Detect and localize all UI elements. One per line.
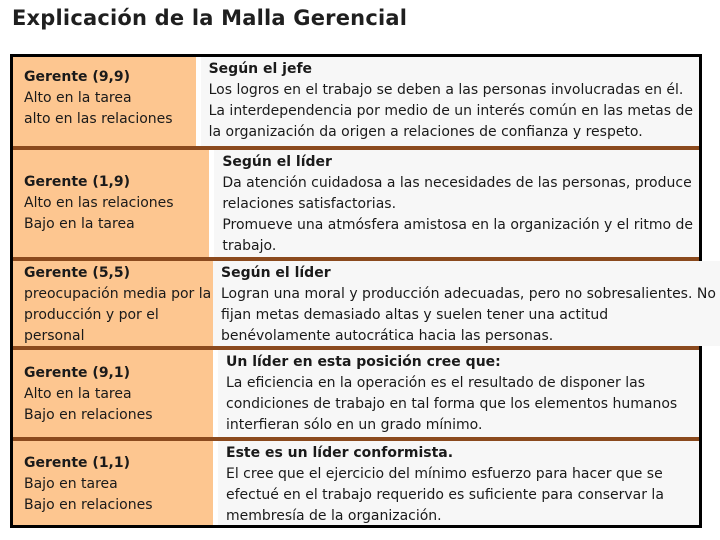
manager-line: producción y por el [24,307,159,323]
manager-heading: Gerente (1,9) [24,174,131,190]
table-row [13,441,699,525]
table-row [13,350,699,437]
description-line: benévolamente autocrática hacia las personas. [221,328,554,344]
page-title: Explicación de la Malla Gerencial [12,6,408,30]
manager-cell [13,57,196,146]
manager-line: Bajo en relaciones [24,407,153,423]
manager-line: Bajo en relaciones [24,497,153,513]
description-line: Promueve una atmósfera amistosa en la organización y el ritmo de [222,217,693,233]
description-heading: Este es un líder conformista. [226,445,454,461]
description-line: trabajo. [222,238,277,254]
description-line: La interdependencia por medio de un interés común en las metas de [208,103,693,119]
manager-heading: Gerente (9,9) [24,69,131,85]
description-line: La eficiencia en la operación es el resultado de disponer las [226,375,646,391]
manager-cell [13,350,213,437]
manager-line: preocupación media por la [24,286,212,302]
manager-line: Alto en la tarea [24,90,132,106]
description-heading: Según el líder [221,265,331,281]
manager-cell [13,261,213,346]
manager-line: alto en las relaciones [24,111,173,127]
description-heading: Según el líder [222,154,332,170]
description-line: membresía de la organización. [226,508,442,524]
manager-cell [13,150,209,257]
description-line: relaciones satisfactorias. [222,196,397,212]
description-line: Logran una moral y producción adecuadas, pero no sobresalientes. No [221,286,716,302]
description-cell [214,150,699,257]
manager-heading: Gerente (1,1) [24,455,131,471]
manager-cell [13,441,213,525]
manager-line: Alto en la tarea [24,386,132,402]
description-line: Los logros en el trabajo se deben a las personas involucradas en él. [208,82,684,98]
manager-line: personal [24,328,85,344]
manager-heading: Gerente (9,1) [24,365,131,381]
table-row [13,150,699,257]
description-cell [218,350,699,437]
description-cell [201,57,699,146]
description-line: efectué en el trabajo requerido es suficiente para conservar la [226,487,664,503]
manager-line: Alto en las relaciones [24,195,174,211]
description-line: Da atención cuidadosa a las necesidades de las personas, produce [222,175,692,191]
description-line: El cree que el ejercicio del mínimo esfuerzo para hacer que se [226,466,663,482]
description-cell [213,261,720,346]
description-heading: Según el jefe [208,61,313,77]
malla-table [10,54,716,528]
table-row [13,57,699,146]
description-line: condiciones de trabajo en tal forma que los elementos humanos [226,396,678,412]
manager-line: Bajo en tarea [24,476,118,492]
manager-heading: Gerente (5,5) [24,265,131,281]
description-line: fijan metas demasiado altas y suelen tener una actitud [221,307,609,323]
table-row [13,261,716,346]
description-heading: Un líder en esta posición cree que: [226,354,501,370]
description-line: interfieran sólo en un grado mínimo. [226,417,483,433]
description-line: la organización da origen a relaciones de confianza y respeto. [208,124,643,140]
description-cell [218,441,699,525]
manager-line: Bajo en la tarea [24,216,135,232]
